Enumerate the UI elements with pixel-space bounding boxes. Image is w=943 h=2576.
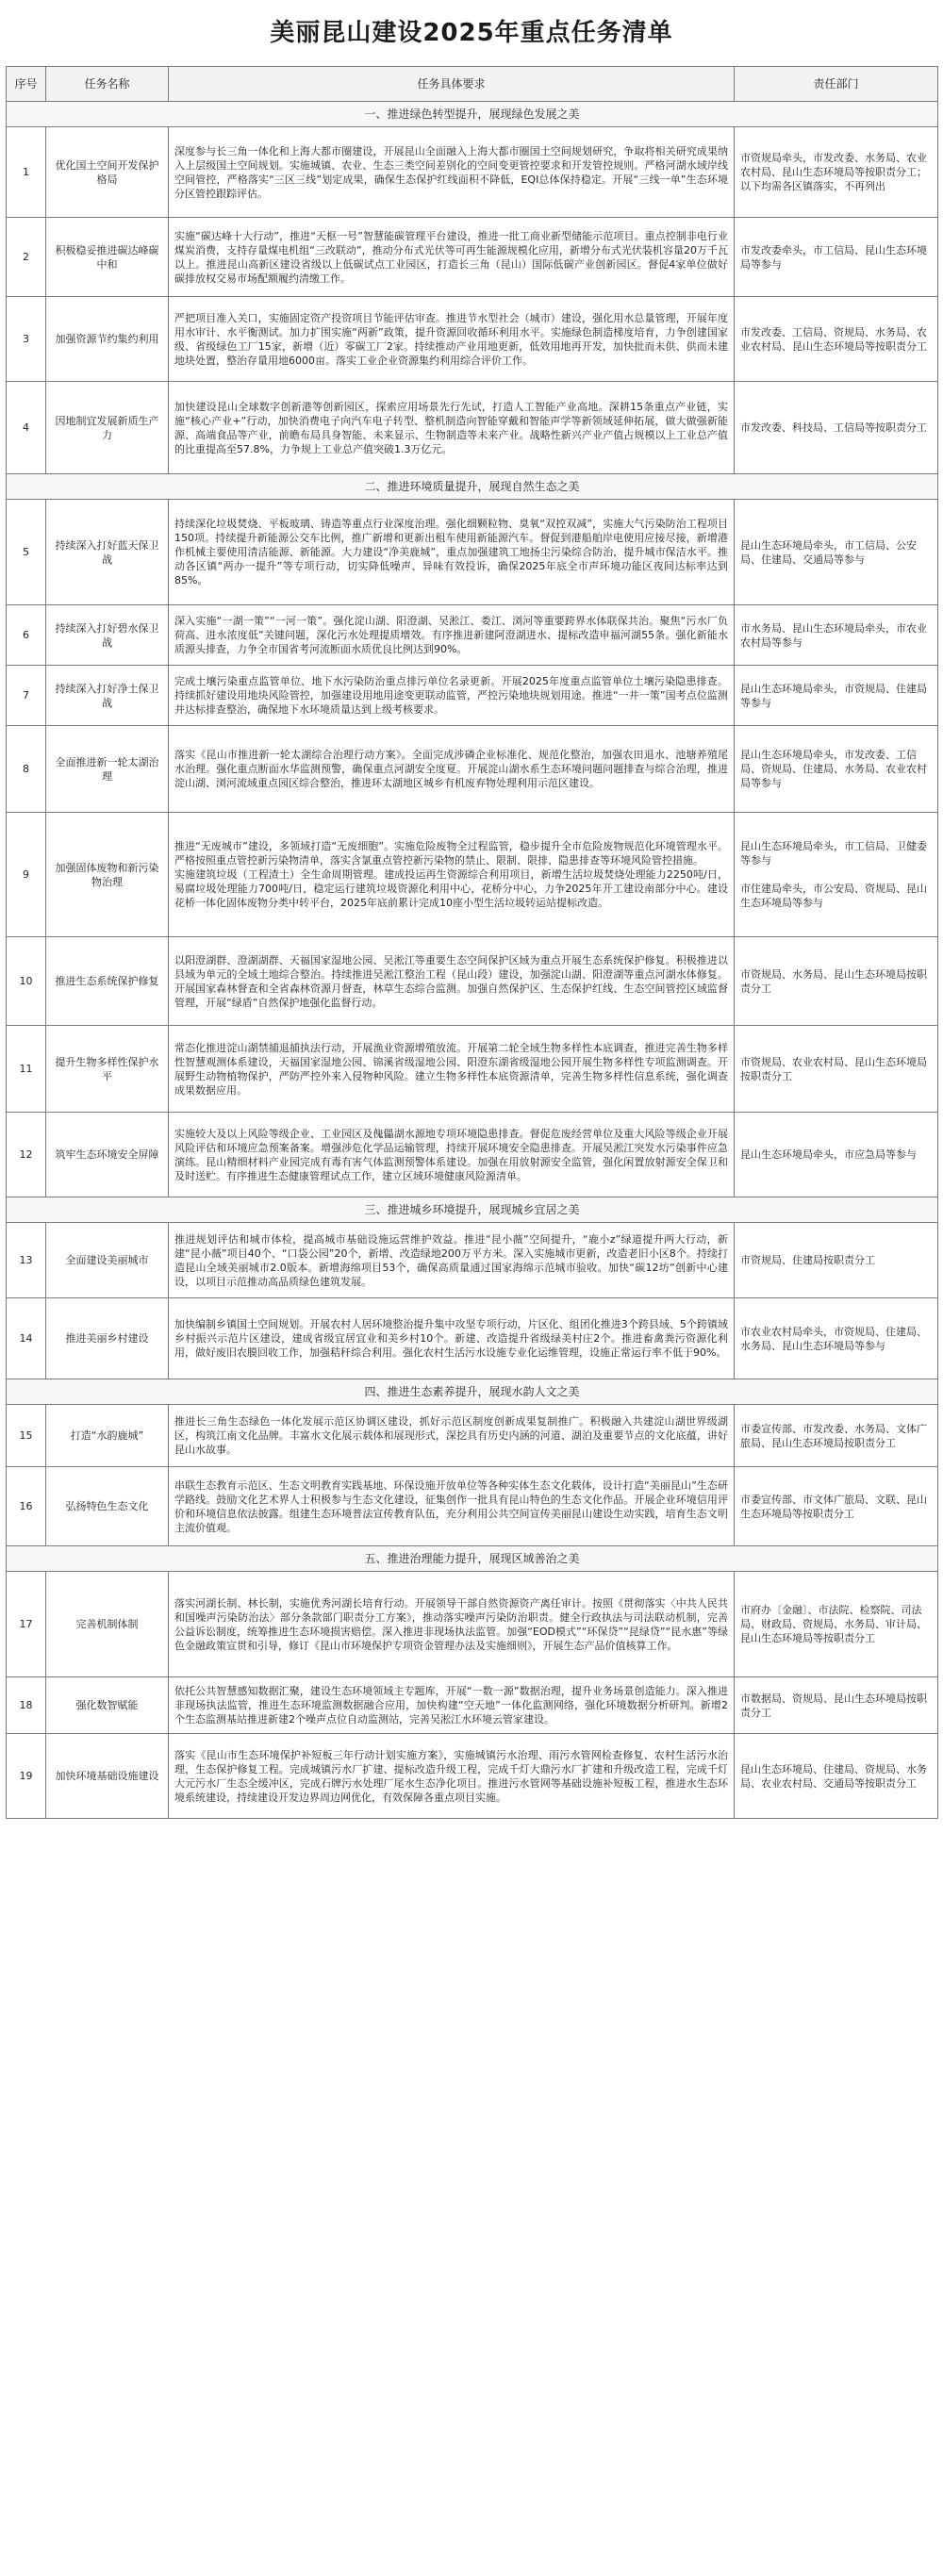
task-requirements: 加快编制乡镇国土空间规划。开展农村人居环境整治提升集中攻坚专项行动，片区化、组团化推进3个跨县域、5个跨镇域乡村振兴示范片区建设，建成省级宜居宜业和美乡村10个。新建、改造提升省级绿美村庄2个。推进畜禽粪污资源化利用，做好废旧农膜回收工作，加强秸秆综合利用。强化农村生活污水设施专业化运维管理，设施正常运行率不低于90%。 (169, 1298, 735, 1379)
task-requirements: 持续深化垃圾焚烧、平板玻璃、铸造等重点行业深度治理。强化细颗粒物、臭氧“双控双减”，实施大气污染防治工程项目150项。持续提升新能源公交车比例，推广新增和更新出租车使用新能源汽车。督促到港船舶岸电使用应接尽接，新增港作机械主要使用清洁能源、新能源。大力建设“净美鹿城”，重点加强建筑工地扬尘污染综合防治，提升城市保洁水平。推动各区镇“两办一提升”等专项行动，切实降低噪声、异味有效投诉，确保2025年底全市声环境功能区夜间达标率达到85%。 (169, 500, 735, 605)
task-name: 因地制宜发展新质生产力 (46, 382, 169, 474)
task-name: 积极稳妥推进碳达峰碳中和 (46, 218, 169, 297)
task-requirements: 深入实施“一湖一策”“一河一策”。强化淀山湖、阳澄湖、吴淞江、娄江、浏河等重要跨界水体联保共治。聚焦“污水厂负荷高、进水浓度低”关键问题，深化污水处理提质增效。有序推进新建阿澄湖进水、提标改造申福河湖55条。强化新能水质源头排查，力争全市国省考河流断面水质优良比例达到90%。 (169, 605, 735, 666)
task-department: 市水务局、昆山生态环境局牵头，市农业农村局等参与 (735, 605, 938, 666)
task-number: 19 (7, 1734, 46, 1819)
task-department: 市资规局、住建局按职责分工 (735, 1223, 938, 1298)
table-row (7, 937, 938, 1026)
task-name: 完善机制体制 (46, 1572, 169, 1677)
task-number: 1 (7, 127, 46, 218)
task-name: 持续深入打好净土保卫战 (46, 666, 169, 726)
task-number: 7 (7, 666, 46, 726)
task-number: 8 (7, 726, 46, 813)
task-name: 全面建设美丽城市 (46, 1223, 169, 1298)
table-row (7, 1677, 938, 1734)
header-department: 责任部门 (735, 67, 938, 102)
table-row (7, 605, 938, 666)
section-title: 四、推进生态素养提升，展现水韵人文之美 (7, 1379, 938, 1405)
task-requirements: 串联生态教育示范区、生态文明教育实践基地、环保设施开放单位等各种实体生态文化载体，设计打造“美丽昆山”生态研学路线。鼓励文化艺术界人士积极参与生态文化建设，征集创作一批具有昆山特色的生态文化作品。开展企业环境信用评价和环境信息依法披露。组建生态环境普法宣传教育队伍，充分利用公共空间宣传美丽昆山建设生动实践，培育生态文明主流价值观。 (169, 1467, 735, 1546)
section-header-row (7, 1379, 938, 1405)
header-number: 序号 (7, 67, 46, 102)
section-title: 二、推进环境质量提升，展现自然生态之美 (7, 474, 938, 500)
task-requirements: 实施较大及以上风险等级企业、工业园区及傀儡湖水源地专项环境隐患排查。督促危废经营单位及重大风险等级企业开展风险评估和环境应急预案备案。增强涉危化学品运输管理，持续开展环境安全隐患排查。开展吴淞江突发水污染事件应急演练。昆山精细材料产业园完成有毒有害气体监测预警体系建设。加强在用放射源安全监管，强化闲置放射源安全保卫和及时送贮。有序推进生态健康管理试点工作，建立区域环境健康风险源清单。 (169, 1113, 735, 1197)
task-requirements: 依托公共智慧感知数据汇聚，建设生态环境领域主专题库，开展“一数一源”数据治理，提升业务场景创造能力。深入推进非现场执法监管，推进生态环境监测数据融合应用，加快构建“空天地”一体化监测网络，强化环境数据分析研判。新增2个生态监测基站推进新建2个噪声点位自动监测站，完善吴淞江水环境云管家建设。 (169, 1677, 735, 1734)
section-title: 五、推进治理能力提升，展现区域善治之美 (7, 1546, 938, 1572)
table-row (7, 127, 938, 218)
task-department: 市资规局牵头，市发改委、水务局、农业农村局、昆山生态环境局等按职责分工；以下均需各区镇落实，不再列出 (735, 127, 938, 218)
task-number: 11 (7, 1026, 46, 1113)
table-row (7, 500, 938, 605)
task-number: 9 (7, 813, 46, 937)
task-number: 10 (7, 937, 46, 1026)
section-header-row (7, 1197, 938, 1223)
page-title: 美丽昆山建设2025年重点任务清单 (270, 19, 673, 47)
task-requirements: 完成土壤污染重点监管单位、地下水污染防治重点排污单位名录更新。开展2025年度重点监管单位土壤污染隐患排查。持续抓好建设用地块风险管控，加强建设用地用途变更联动监管，严控污染地块规划用途。推进“一井一策”国考点位监测并达标排查整治，确保地下水环境质量达到上级考核要求。 (169, 666, 735, 726)
task-department: 昆山生态环境局牵头，市工信局、卫健委等参与 市住建局牵头，市公安局、资规局、昆山生态环境局等参与 (735, 813, 938, 937)
task-number: 3 (7, 297, 46, 382)
table-row (7, 1467, 938, 1546)
table-row (7, 726, 938, 813)
header-task-name: 任务名称 (46, 67, 169, 102)
task-number: 2 (7, 218, 46, 297)
task-number: 16 (7, 1467, 46, 1546)
task-name: 加强资源节约集约利用 (46, 297, 169, 382)
task-name: 优化国土空间开发保护格局 (46, 127, 169, 218)
task-number: 18 (7, 1677, 46, 1734)
task-department: 昆山生态环境局牵头，市发改委、工信局、资规局、住建局、水务局、农业农村局等参与 (735, 726, 938, 813)
task-name: 强化数智赋能 (46, 1677, 169, 1734)
task-department: 昆山生态环境局、住建局、资规局、水务局、农业农村局、交通局等按职责分工 (735, 1734, 938, 1819)
table-header-row (7, 67, 938, 102)
task-department: 市发改委牵头，市工信局、昆山生态环境局等参与 (735, 218, 938, 297)
task-department: 市委宣传部、市发改委、水务局、文体广旅局、昆山生态环境局按职责分工 (735, 1405, 938, 1467)
task-name: 弘扬特色生态文化 (46, 1467, 169, 1546)
task-requirements: 推进“无废城市”建设，多领域打造“无废细胞”。实施危险废物全过程监管，稳步提升全市危险废物规范化环境管理水平。严格按照重点管控新污染物清单，落实含氯重点管控新污染物的禁止、限制、限排、隐患排查等环境风险管控措施。 实施建筑垃圾（工程渣土）全生命周期管理。建成投运再生资源综合利用项目，新增生活垃圾焚烧处理能力2250吨/日，易腐垃圾处理能力700吨/日，稳定运行建筑垃圾资源化利用中心，花桥分中心，力争2025年开工建设南部分中心。建设花桥一体化固体废物分类中转平台，2025年底前累计完成10座小型生活垃圾转运站提标改造。 (169, 813, 735, 937)
task-requirements: 实施“碳达峰十大行动”，推进“天枢一号”智慧能碳管理平台建设，推进一批工商业新型储能示范项目。重点控制非电行业煤炭消费，支持存量煤电机组“三改联动”，推动分布式光伏等可再生能源规模化应用，新增分布式光伏装机容量20万千瓦以上。推进昆山高新区建设省级以上低碳试点工业园区，打造长三角（昆山）国际低碳产业创新园区。督促4家单位做好碳排放权交易市场配额履约清缴工作。 (169, 218, 735, 297)
table-row (7, 1113, 938, 1197)
task-department: 市资规局、水务局、昆山生态环境局按职责分工 (735, 937, 938, 1026)
task-requirements: 落实河湖长制、林长制，实施优秀河湖长培育行动。开展领导干部自然资源资产离任审计。按照《贯彻落实〈中共人民共和国噪声污染防治法〉部分条款部门职责分工方案》，推动落实噪声污染防治职责。健全行政执法与司法联动机制，完善公益诉讼制度，统筹推进生态环境损害赔偿。深入推进非现场执法监管。加强“EOD模式”“环保贷”“昆绿贷”“昆水惠”等绿色金融政策宣贯和引导，修订《昆山市环境保护专项资金管理办法及实施细则》，开展生态产品价值核算工作。 (169, 1572, 735, 1677)
task-table (6, 66, 938, 1819)
table-row (7, 1405, 938, 1467)
task-requirements: 加快建设昆山全球数字创新港等创新园区，探索应用场景先行先试，打造人工智能产业高地。深耕15条重点产业链，实施“核心产业+”行动，加快消费电子向汽车电子转型、整机制造向智能穿戴和智能声学等新领域延伸拓展，做大做强新能源、高端食品等产业，前瞻布局具身智能、未来显示、生物制造等未来产业。战略性新兴产业产值占规模以上工业总产值的比重提高至57.8%，力争规上工业总产值突破1.3万亿元。 (169, 382, 735, 474)
task-department: 市发改委、科技局、工信局等按职责分工 (735, 382, 938, 474)
task-requirements: 落实《昆山市生态环境保护补短板三年行动计划实施方案》，实施城镇污水治理、雨污水管网检查修复、农村生活污水治理，生态保护修复工程。完成城镇污水厂扩建、提标改造升级工程，完成千灯大鼎污水厂扩建和升级改造工程，完成千灯大元污水厂生态全缓冲区，完成石牌污水处理厂尾水生态净化项目。推进污水管网等基础设施补短板工程，推进水生态环境系统建设，持续建设开发边界周边网优化，有效保障各重点项目实施。 (169, 1734, 735, 1819)
task-name: 持续深入打好碧水保卫战 (46, 605, 169, 666)
table-row (7, 1572, 938, 1677)
task-requirements: 严把项目准入关口，实施固定资产投资项目节能评估审查。推进节水型社会（城市）建设，强化用水总量管理，开展年度用水审计、水平衡测试。加力扩围实施“两新”政策，提升资源回收循环利用水平。实施绿色制造梯度培育，力争创建国家级、省级绿色工厂15家，新增（近）零碳工厂2家。持续推动产业用地更新，低效用地再开发，加快批而未供、供而未建地块处置，整治存量用地6000亩。落实工业企业资源集约利用综合评价工作。 (169, 297, 735, 382)
task-department: 昆山生态环境局牵头，市资规局、住建局等参与 (735, 666, 938, 726)
task-department: 市府办〔金融〕、市法院、检察院、司法局、财政局、资规局、水务局、审计局、昆山生态环境局等按职责分工 (735, 1572, 938, 1677)
task-department: 昆山生态环境局牵头，市应急局等参与 (735, 1113, 938, 1197)
task-department: 市委宣传部、市文体广旅局、文联、昆山生态环境局等按职责分工 (735, 1467, 938, 1546)
task-requirements: 推进长三角生态绿色一体化发展示范区协调区建设，抓好示范区制度创新成果复制推广。积极融入共建淀山湖世界级湖区，构筑江南文化品牌。丰富水文化展示载体和展现形式，深挖具有历史内涵的河道、湖泊及重要节点的文化底蕴，讲好昆山水故事。 (169, 1405, 735, 1467)
task-requirements: 推进规划评估和城市体检，提高城市基础设施运营维护效益。推进“昆小薇”空间提升，“鹿小z”绿道提升两大行动，新建“昆小薇”项目40个、“口袋公园”20个，新增、改造绿地200万平方米。深入实施城市更新，改造老旧小区8个。持续打造昆山全域美丽城市2.0版本。新增海绵项目53个，确保高质量通过国家海绵示范城市验收。加快“碳12坊”创新中心建设，以项目示范推动高品质绿色建筑发展。 (169, 1223, 735, 1298)
table-row (7, 813, 938, 937)
task-department: 市农业农村局牵头，市资规局、住建局、水务局、昆山生态环境局等参与 (735, 1298, 938, 1379)
task-number: 15 (7, 1405, 46, 1467)
section-title: 三、推进城乡环境提升，展现城乡宜居之美 (7, 1197, 938, 1223)
table-row (7, 1026, 938, 1113)
task-name: 全面推进新一轮太湖治理 (46, 726, 169, 813)
table-row (7, 1298, 938, 1379)
header-requirements: 任务具体要求 (169, 67, 735, 102)
table-row (7, 1223, 938, 1298)
task-number: 6 (7, 605, 46, 666)
table-row (7, 1734, 938, 1819)
task-requirements: 以阳澄湖群、澄湖湖群、天福国家湿地公园、吴淞江等重要生态空间保护区域为重点开展生态系统保护修复。积极推进以县域为单元的全域土地综合整治。持续推进吴淞江整治工程（昆山段）建设，加强淀山湖、阳澄湖等重点河湖水体修复。开展国家森林督查和全省森林资源月督查，林草生态综合监测。加强自然保护区、生态保护红线、生态空间管控区域监督管理，开展“绿盾”自然保护地强化监督行动。 (169, 937, 735, 1026)
task-requirements: 常态化推进淀山湖禁捕退捕执法行动，开展渔业资源增殖放流。开展第二轮全域生物多样性本底调查，推进完善生物多样性智慧观测体系建设，天福国家湿地公园、锦溪省级湿地公园、阳澄东湖省级湿地公园开展生物多样性专项监测调查。开展野生动物植物保护，严防严控外来入侵物种风险。建立生物多样性本底资源清单，完善生物多样性信息系统，强化调查成果数据应用。 (169, 1026, 735, 1113)
section-header-row (7, 102, 938, 127)
task-name: 推进美丽乡村建设 (46, 1298, 169, 1379)
task-requirements: 落实《昆山市推进新一轮太湖综合治理行动方案》。全面完成涉磷企业标准化、规范化整治，加强农田退水、池塘养殖尾水治理。强化重点断面水华监测预警，确保重点河湖安全度夏。开展淀山湖水系生态环境问题问题排查与综合治理，推进淀山湖、浏河流域重点园区综合整治，推进环太湖地区城乡有机废弃物处理利用示范区建设。 (169, 726, 735, 813)
task-name: 加强固体废物和新污染物治理 (46, 813, 169, 937)
task-number: 14 (7, 1298, 46, 1379)
task-department: 市资规局、农业农村局、昆山生态环境局按职责分工 (735, 1026, 938, 1113)
table-row (7, 218, 938, 297)
table-body (7, 102, 938, 1819)
task-name: 提升生物多样性保护水平 (46, 1026, 169, 1113)
task-number: 5 (7, 500, 46, 605)
task-number: 13 (7, 1223, 46, 1298)
task-name: 推进生态系统保护修复 (46, 937, 169, 1026)
table-row (7, 382, 938, 474)
task-department: 市数据局、资规局、昆山生态环境局按职责分工 (735, 1677, 938, 1734)
table-row (7, 297, 938, 382)
task-name: 筑牢生态环境安全屏障 (46, 1113, 169, 1197)
task-requirements: 深度参与长三角一体化和上海大都市圈建设，开展昆山全面融入上海大都市圈国土空间规划研究，争取将相关研究成果纳入上层级国土空间规划。实施城镇、农业、生态三类空间差别化的空间变更管控要求和开发管控规则。严格河湖水域岸线空间管控，严格落实“三区三线”划定成果，确保生态保护红线面积不降低，EQI总体保持稳定。开展“三线一单”生态环境分区管控跟踪评估。 (169, 127, 735, 218)
task-name: 打造“水韵鹿城” (46, 1405, 169, 1467)
section-header-row (7, 1546, 938, 1572)
task-department: 昆山生态环境局牵头，市工信局、公安局、住建局、交通局等参与 (735, 500, 938, 605)
task-number: 4 (7, 382, 46, 474)
section-header-row (7, 474, 938, 500)
section-title: 一、推进绿色转型提升，展现绿色发展之美 (7, 102, 938, 127)
task-name: 持续深入打好蓝天保卫战 (46, 500, 169, 605)
task-department: 市发改委、工信局、资规局、水务局、农业农村局、昆山生态环境局等按职责分工 (735, 297, 938, 382)
task-number: 17 (7, 1572, 46, 1677)
task-name: 加快环境基础设施建设 (46, 1734, 169, 1819)
task-number: 12 (7, 1113, 46, 1197)
table-row (7, 666, 938, 726)
